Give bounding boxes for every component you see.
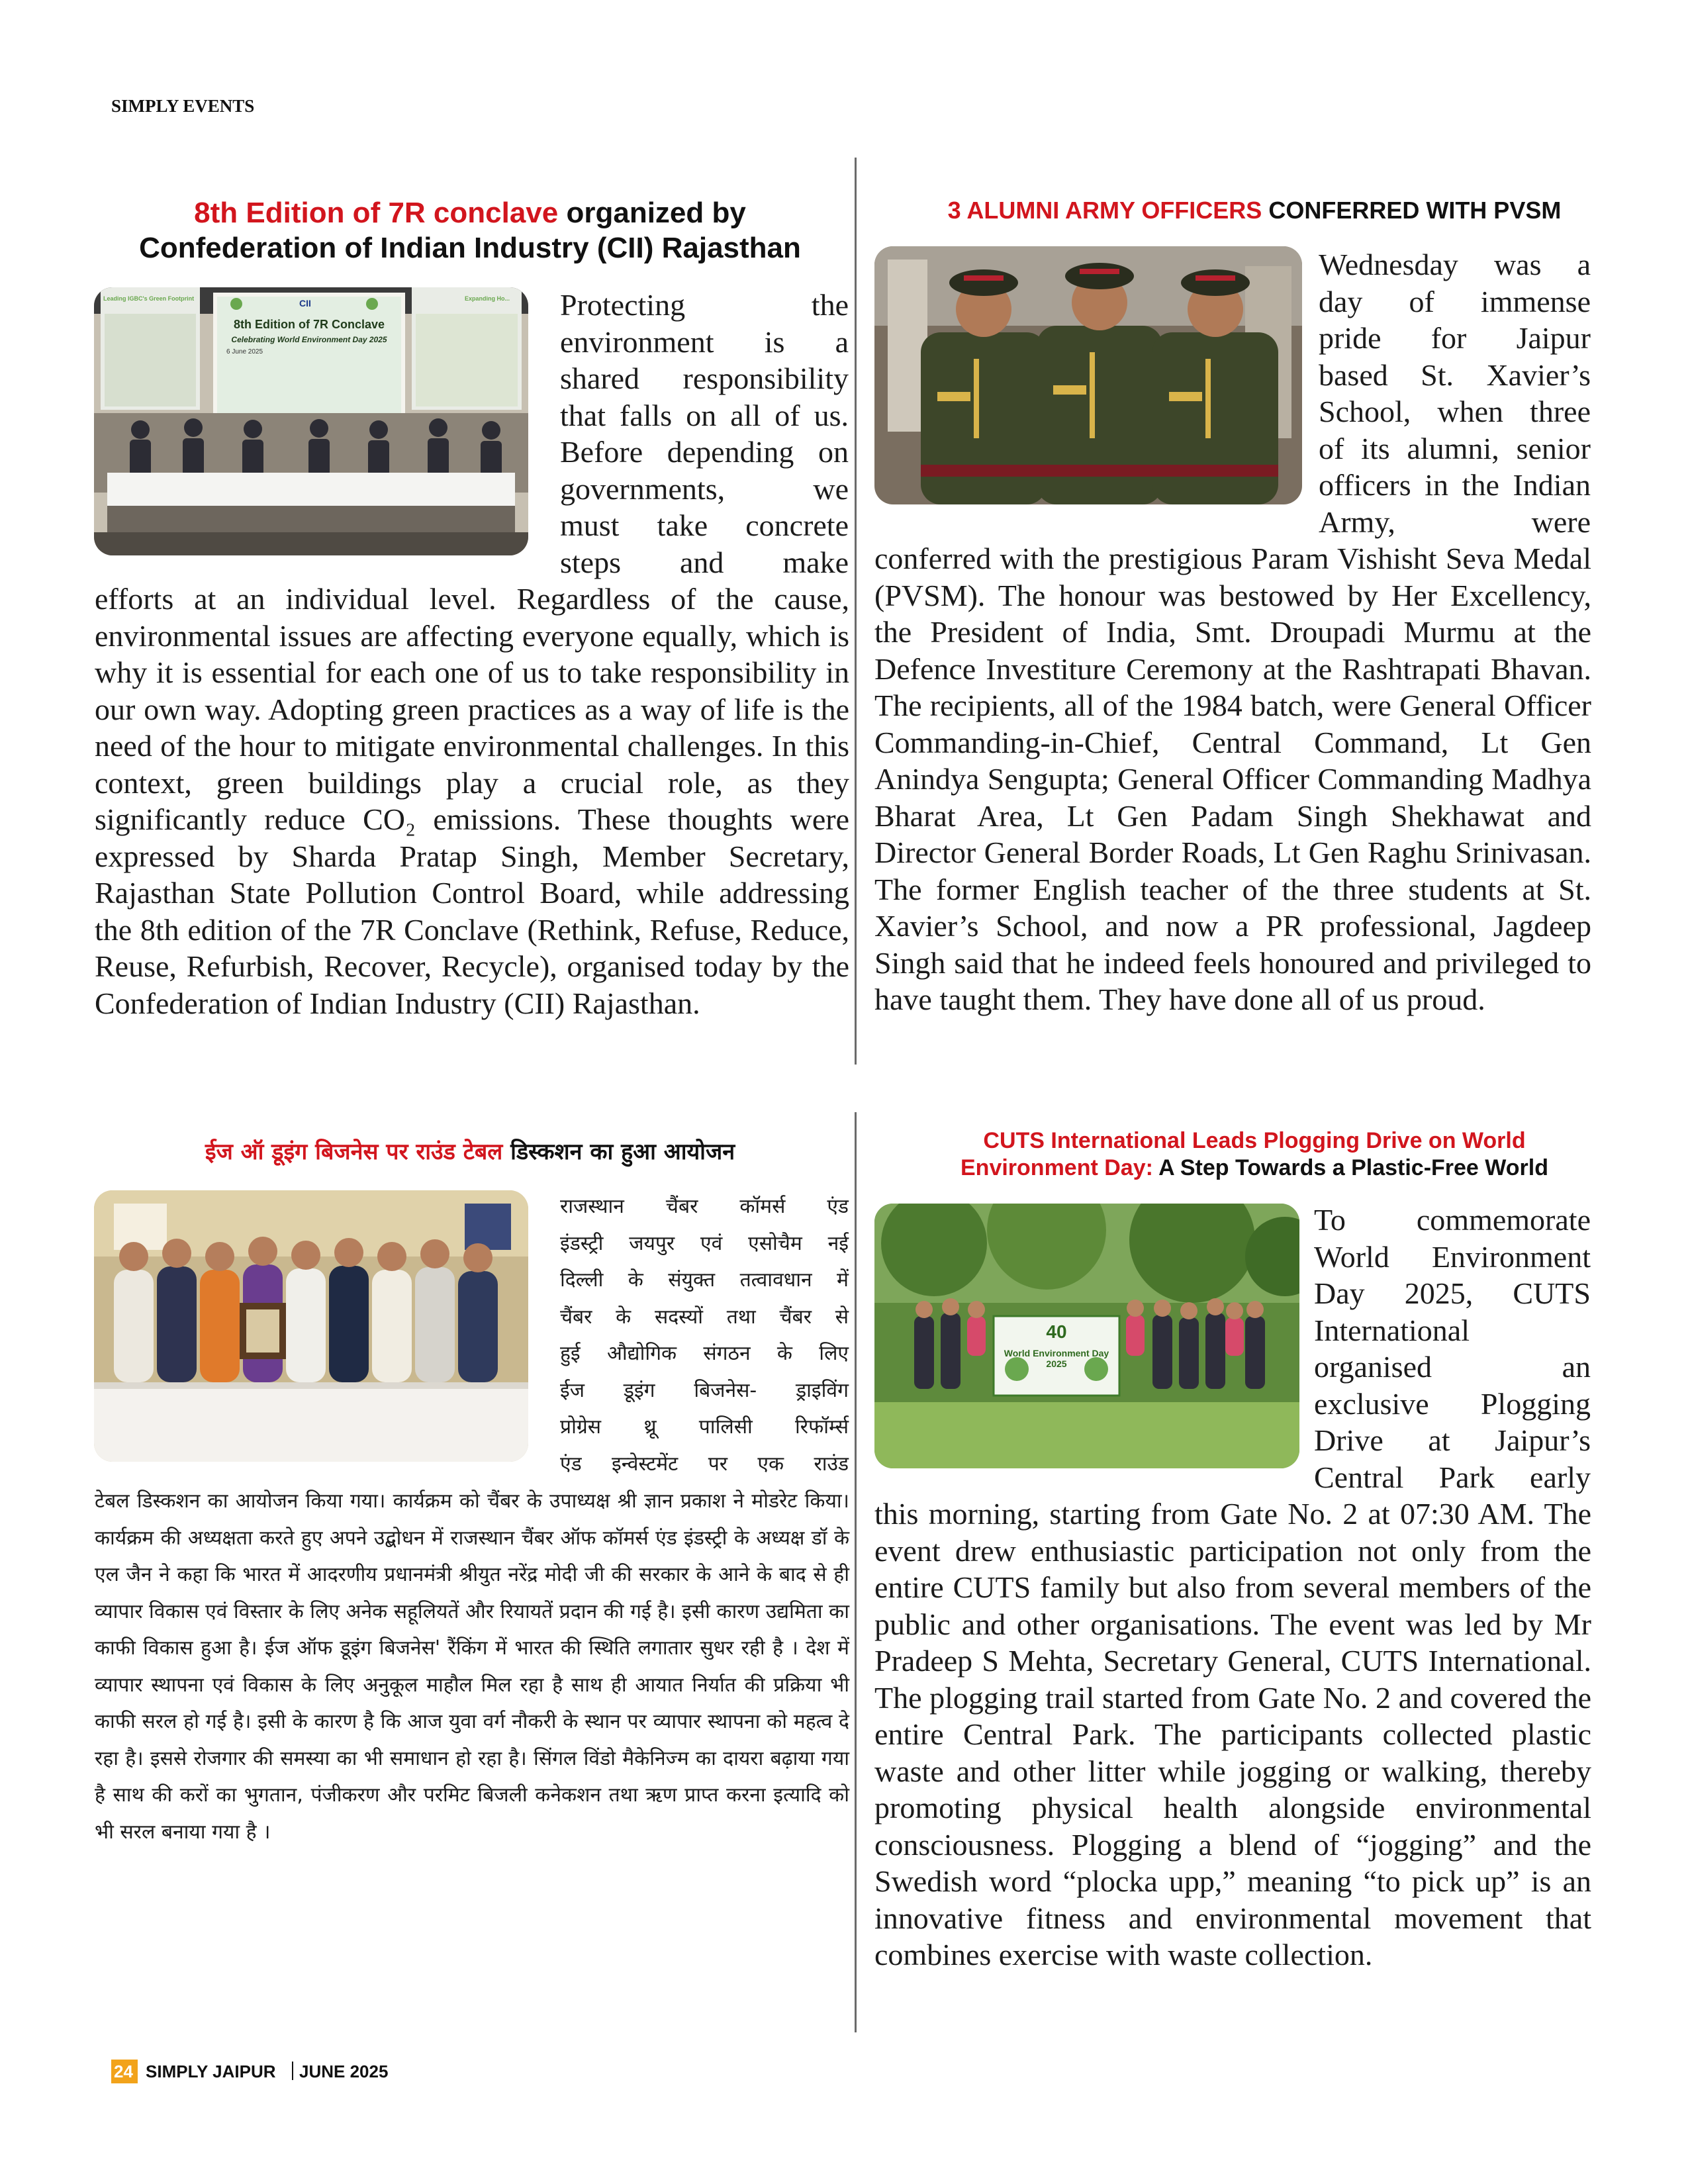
cii-conclave-photo bbox=[94, 287, 528, 555]
cii-headline: 8th Edition of 7R conclave organized by Confederation of Indian Industry (CII) Rajasthan bbox=[139, 197, 801, 264]
pvsm-officers-photo bbox=[874, 246, 1302, 504]
magazine-name: SIMPLY JAIPUR bbox=[146, 2062, 276, 2081]
conclave-banner-org: CII bbox=[299, 298, 311, 309]
cii-intro-lines: Protecting the environment is a shared responsibility that falls on all of us. Before depending on governments, we must take concrete steps and make bbox=[560, 288, 849, 579]
footer-separator bbox=[292, 2062, 293, 2080]
section-label: SIMPLY EVENTS bbox=[111, 96, 255, 116]
cuts-headline: CUTS International Leads Plogging Drive on World Environment Day: A Step Towards a Plastic-Free World bbox=[961, 1128, 1548, 1180]
officers-illustration bbox=[874, 246, 1302, 504]
column-divider-top bbox=[855, 158, 857, 1065]
issue-date: JUNE 2025 bbox=[299, 2062, 389, 2081]
pvsm-headline: 3 ALUMNI ARMY OFFICERS CONFERRED WITH PVSM bbox=[947, 197, 1562, 224]
roundtable-illustration bbox=[94, 1190, 528, 1462]
cii-body-text: efforts at an individual level. Regardless of the cause, environmental issues are affecting everyone equally, which is why it is essential for each one of us to take responsibility in our own way. Adopting green practices as a way of life is the need of the hour to mitigate environmental challenges. In this context, green buildings play a crucial role, as they significantly reduce CO₂ emissions. These thoughts were expressed by Sharda Pratap Singh, Member Secretary, Rajasthan State Pollution Control Board, while addressing the 8th edition of the 7R Conclave (Rethink, Refuse, Reduce, Reuse, Refurbish, Recover, Recycle), organised today by the Confederation of Indian Industry (CII) Rajasthan. bbox=[95, 582, 849, 1020]
pvsm-intro-lines: Wednesday was a day of immense pride for Jaipur based St. Xavier’s School, when three of its alumni, senior officers in the Indian Army, were bbox=[1319, 248, 1591, 539]
plogging-group-illustration bbox=[874, 1204, 1299, 1468]
conclave-right-panel-title: Expanding Ho... bbox=[465, 295, 510, 302]
hindi-intro-lines: राजस्थान चैंबर कॉमर्स एंड इंडस्ट्री जयपुर एवं एसोचैम नई दिल्ली के संयुक्त तत्वावधान में चैंबर के सदस्यों तथा चैंबर से हुई औद्योगिक संगठन के लिए ईज डूइंग बिजनेस- ड्राइविंग प्रोग्रेस थ्रू पालिसी रिफॉर्म्स एंड इन्वेस्टमेंट पर एक राउंड bbox=[560, 1195, 849, 1476]
plogging-banner-text: World Environment Day 2025 bbox=[1004, 1348, 1109, 1369]
conclave-banner-subtitle: Celebrating World Environment Day 2025 bbox=[231, 335, 387, 344]
cuts-body-text: this morning, starting from Gate No. 2 at 07:30 AM. The event drew enthusiastic participation not only from the entire CUTS family but also from several members of the public and other organisations. The event was led by Mr Pradeep S Mehta, Secretary General, CUTS International. The plogging trail started from Gate No. 2 and covered the entire Central Park. The participants collected plastic waste and other litter while jogging or walking, thereby promoting physical health alongside environmental consciousness. Plogging a blend of “jogging” and the Swedish word “plocka upp,” meaning “to pick up” is an innovative fitness and environmental movement that combines exercise with waste collection. bbox=[874, 1497, 1591, 1971]
pvsm-body-text: conferred with the prestigious Param Vishisht Seva Medal (PVSM). The honour was bestowed by Her Excellency, the President of India, Smt. Droupadi Murmu at the Defence Investiture Ceremony at the Rashtrapati Bhavan. The recipients, all of the 1984 batch, were General Officer Commanding-in-Chief, Central Command, Lt Gen Anindya Sengupta; General Officer Commanding Madhya Bharat Area, Lt Gen Padam Singh Shekhawat and Director General Border Roads, Lt Gen Raghu Srinivasan. The former English teacher of the three students at St. Xavier’s School, and now a PR professional, Jagdeep Singh said that he indeed feels honoured and privileged to have taught them. They have done all of us proud. bbox=[874, 542, 1591, 1016]
conclave-left-panel-title: Leading IGBC's Green Footprint bbox=[103, 295, 195, 302]
hindi-body-text: टेबल डिस्कशन का आयोजन किया गया। कार्यक्रम को चैंबर के उपाध्यक्ष श्री ज्ञान प्रकाश ने मोडरेट किया। कार्यक्रम की अध्यक्षता करते हुए अपने उद्बोधन में राजस्थान चैंबर ऑफ कॉमर्स एंड इंडस्ट्री के अध्यक्ष डॉ के एल जैन ने कहा कि भारत में आदरणीय प्रधानमंत्री श्रीयुत नरेंद्र मोदी जी की सरकार के आने के बाद से ही व्यापार विकास एवं विस्तार के लिए अनेक सहूलियतें और रियायतें प्रदान की गई है। इसी कारण उद्यमिता का काफी विकास हुआ है। ईज ऑफ डूइंग बिजनेस' रैंकिंग में भारत की स्थिति लगातार सुधर रही है । देश में व्यापार स्थापना एवं विकास के लिए अनुकूल माहौल मिल रहा है साथ ही आयात निर्यात की प्रक्रिया भी काफी सरल हो गई है। इसी के कारण है कि आज युवा वर्ग नौकरी के स्थान पर व्यापार स्थापना को महत्व दे रहा है। इससे रोजगार की समस्या का भी समाधान हो रहा है। सिंगल विंडो मैकेनिज्म का दायरा बढ़ाया गया है साथ की करों का भुगतान, पंजीकरण और परमिट बिजली कनेकशन तथा ऋण प्राप्त करना इत्यादि को भी सरल बनाया गया है । bbox=[95, 1490, 849, 1844]
cuts-plogging-photo bbox=[874, 1204, 1299, 1468]
cuts-intro-lines: To commemorate World Environment Day 2025, CUTS International organised an exclusive Plogging Drive at Jaipur’s Central Park early bbox=[1314, 1203, 1591, 1494]
column-divider-bottom bbox=[855, 1112, 857, 2032]
hindi-roundtable-photo bbox=[94, 1190, 528, 1462]
page-number: 24 bbox=[114, 2062, 133, 2081]
conclave-banner-title: 8th Edition of 7R Conclave bbox=[233, 318, 385, 331]
hindi-headline: ईज ऑ डूइंग बिजनेस पर राउंड टेबल डिस्कशन का हुआ आयोजन bbox=[205, 1139, 735, 1165]
plogging-banner-number: 40 bbox=[1046, 1321, 1067, 1342]
conclave-banner-date: 6 June 2025 bbox=[226, 348, 263, 356]
